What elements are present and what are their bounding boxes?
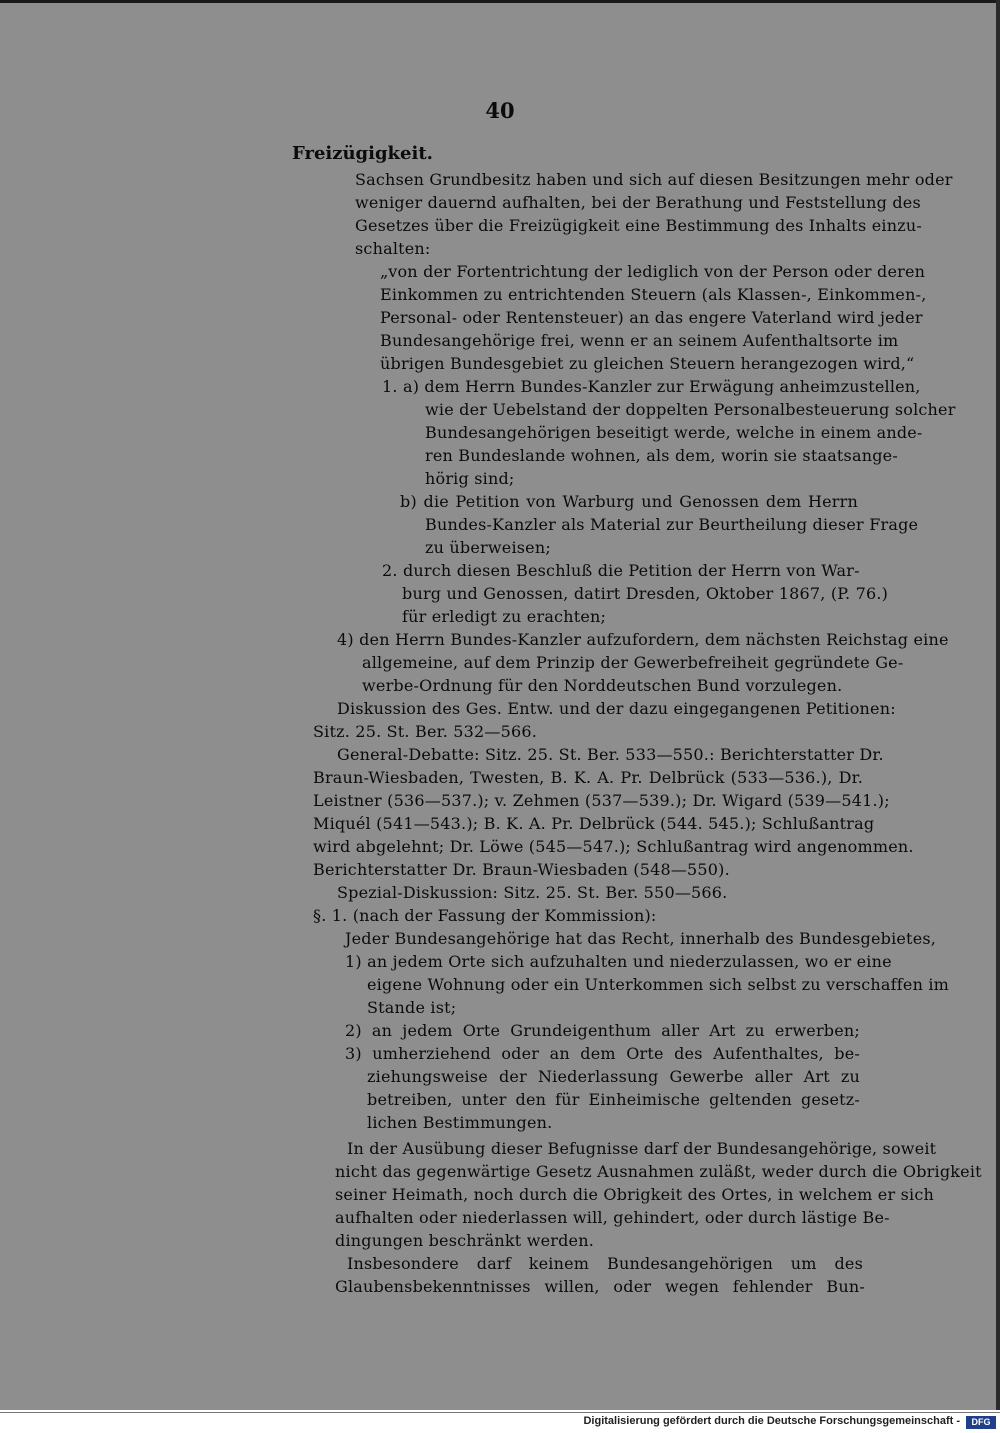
text-line: Bundes-Kanzler als Material zur Beurtheilung dieser Frage (425, 515, 919, 534)
text-line: 4) den Herrn Bundes-Kanzler aufzufordern, dem nächsten Reichstag eine (337, 630, 949, 649)
text-line: Spezial-Diskussion: Sitz. 25. St. Ber. 550—566. (337, 883, 728, 902)
text-line: §. 1. (nach der Fassung der Kommission): (313, 906, 657, 925)
text-line: 1. a) dem Herrn Bundes-Kanzler zur Erwägung anheimzustellen, (382, 377, 921, 396)
text-line: seiner Heimath, noch durch die Obrigkeit des Ortes, in welchem er sich (335, 1185, 935, 1204)
text-line: Braun-Wiesbaden, Twesten, B. K. A. Pr. Delbrück (533—536.), Dr. (313, 768, 863, 787)
text-line: b) die Petition von Warburg und Genossen dem Herrn (400, 492, 858, 511)
text-line: Leistner (536—537.); v. Zehmen (537—539.); Dr. Wigard (539—541.); (313, 791, 890, 810)
text-line: Bundesangehörige frei, wenn er an seinem Aufenthaltsorte im (380, 331, 899, 350)
text-line: In der Ausübung dieser Befugnisse darf der Bundesangehörige, soweit (347, 1139, 937, 1158)
text-line: 2) an jedem Orte Grundeigenthum aller Art zu erwerben; (345, 1021, 860, 1040)
text-line: Jeder Bundesangehörige hat das Recht, innerhalb des Bundesgebietes, (345, 929, 937, 948)
text-line: 1) an jedem Orte sich aufzuhalten und niederzulassen, wo er eine (345, 952, 892, 971)
text-line: lichen Bestimmungen. (367, 1113, 553, 1132)
text-line: dingungen beschränkt werden. (335, 1231, 595, 1250)
text-line: General-Debatte: Sitz. 25. St. Ber. 533—550.: Berichterstatter Dr. (337, 745, 884, 764)
text-line: zu überweisen; (425, 538, 551, 557)
text-line: Diskussion des Ges. Entw. und der dazu eingegangenen Petitionen: (337, 699, 896, 718)
dfg-logo: DFG (966, 1416, 996, 1429)
footer-bar (0, 1412, 1000, 1433)
text-line: Bundesangehörigen beseitigt werde, welche in einem ande- (425, 423, 923, 442)
text-line: Insbesondere darf keinem Bundesangehörigen um des (347, 1254, 863, 1273)
text-line: Stande ist; (367, 998, 457, 1017)
footer-credit: Digitalisierung gefördert durch die Deutsche Forschungsgemeinschaft - (583, 1415, 960, 1427)
text-line: hörig sind; (425, 469, 515, 488)
text-line: Sitz. 25. St. Ber. 532—566. (313, 722, 538, 741)
text-line: für erledigt zu erachten; (402, 607, 607, 626)
text-line: weniger dauernd aufhalten, bei der Berathung und Feststellung des (355, 193, 921, 212)
text-line: nicht das gegenwärtige Gesetz Ausnahmen zuläßt, weder durch die Obrigkeit (335, 1162, 982, 1181)
text-line: wie der Uebelstand der doppelten Personalbesteuerung solcher (425, 400, 956, 419)
text-line: schalten: (355, 239, 431, 258)
text-line: Gesetzes über die Freizügigkeit eine Bestimmung des Inhalts einzu- (355, 216, 922, 235)
text-line: Personal- oder Rentensteuer) an das engere Vaterland wird jeder (380, 308, 923, 327)
text-line: ren Bundeslande wohnen, als dem, worin sie staatsange- (425, 446, 898, 465)
margin-heading: Freizügigkeit. (292, 143, 433, 164)
text-line: wird abgelehnt; Dr. Löwe (545—547.); Schlußantrag wird angenommen. (313, 837, 914, 856)
text-line: Glaubensbekenntnisses willen, oder wegen fehlender Bun- (335, 1277, 865, 1296)
text-line: Miquél (541—543.); B. K. A. Pr. Delbrück (544. 545.); Schlußantrag (313, 814, 875, 833)
text-line: burg und Genossen, datirt Dresden, Oktober 1867, (P. 76.) (402, 584, 889, 603)
text-line: 2. durch diesen Beschluß die Petition der Herrn von War- (382, 561, 860, 580)
text-line: eigene Wohnung oder ein Unterkommen sich selbst zu verschaffen im (367, 975, 950, 994)
text-line: Sachsen Grundbesitz haben und sich auf diesen Besitzungen mehr oder (355, 170, 953, 189)
text-line: 3) umherziehend oder an dem Orte des Aufenthaltes, be- (345, 1044, 860, 1063)
text-line: werbe-Ordnung für den Norddeutschen Bund vorzulegen. (362, 676, 843, 695)
text-line: allgemeine, auf dem Prinzip der Gewerbefreiheit gegründete Ge- (362, 653, 904, 672)
text-line: ziehungsweise der Niederlassung Gewerbe aller Art zu (367, 1067, 860, 1086)
text-line: aufhalten oder niederlassen will, gehindert, oder durch lästige Be- (335, 1208, 890, 1227)
text-line: „von der Fortentrichtung der lediglich von der Person oder deren (380, 262, 926, 281)
text-line: betreiben, unter den für Einheimische geltenden gesetz- (367, 1090, 860, 1109)
page-number: 40 (485, 98, 515, 123)
text-line: übrigen Bundesgebiet zu gleichen Steuern herangezogen wird,“ (380, 354, 915, 373)
text-line: Berichterstatter Dr. Braun-Wiesbaden (548—550). (313, 860, 730, 879)
text-line: Einkommen zu entrichtenden Steuern (als Klassen-, Einkommen-, (380, 285, 927, 304)
